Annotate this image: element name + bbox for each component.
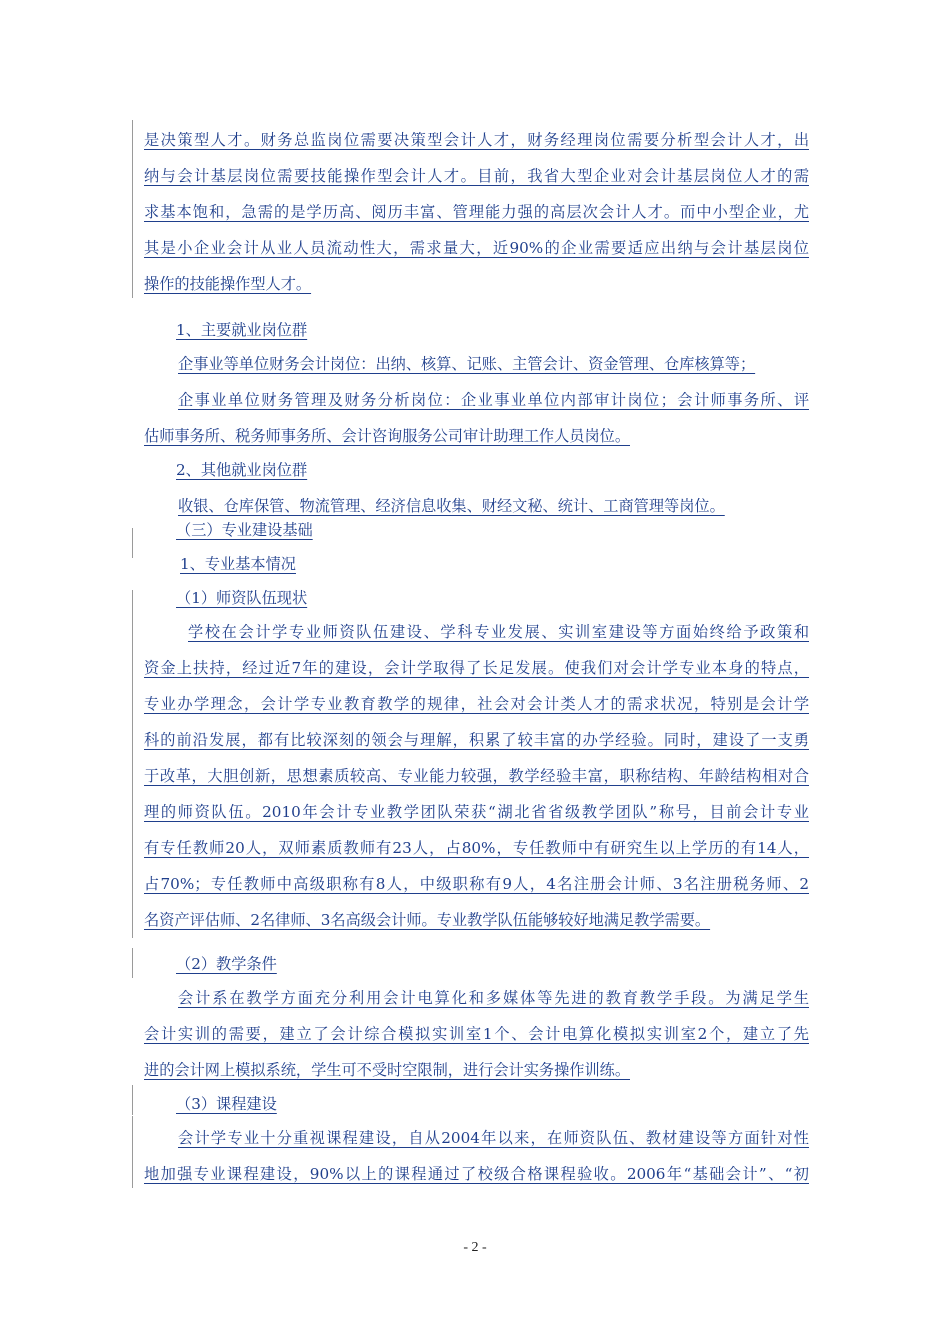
text-line: 于改革，大胆创新，思想素质较高、专业能力较强，教学经验丰富，职称结构、年龄结构相对合 bbox=[144, 767, 809, 785]
page-number: - 2 - bbox=[463, 1240, 487, 1255]
section-heading: 1、专业基本情况 bbox=[180, 555, 296, 573]
revision-bar bbox=[132, 1116, 133, 1188]
text-line: 理的师资队伍。2010年会计专业教学团队荣获“湖北省省级教学团队”称号，目前会计专业 bbox=[144, 803, 809, 821]
revision-bar bbox=[132, 1085, 133, 1115]
text-line: 企事业等单位财务会计岗位：出纳、核算、记账、主管会计、资金管理、仓库核算等； bbox=[178, 355, 756, 373]
section-heading: 1、主要就业岗位群 bbox=[176, 321, 308, 339]
text-line: 会计学专业十分重视课程建设，自从2004年以来，在师资队伍、教材建设等方面针对性 bbox=[178, 1129, 809, 1147]
revision-bar bbox=[132, 620, 133, 938]
section-heading: （3）课程建设 bbox=[176, 1095, 277, 1113]
text-line: 纳与会计基层岗位需要技能操作型会计人才。目前，我省大型企业对会计基层岗位人才的需 bbox=[144, 167, 809, 185]
revision-bar bbox=[132, 948, 133, 978]
text-line: 学校在会计学专业师资队伍建设、学科专业发展、实训室建设等方面始终给予政策和 bbox=[188, 623, 809, 641]
text-line: 名资产评估师、2名律师、3名高级会计师。专业教学队伍能够较好地满足教学需要。 bbox=[144, 911, 711, 929]
text-line: 收银、仓库保管、物流管理、经济信息收集、财经文秘、统计、工商管理等岗位。 bbox=[178, 497, 725, 515]
text-line: 进的会计网上模拟系统，学生可不受时空限制，进行会计实务操作训练。 bbox=[144, 1061, 630, 1079]
section-heading: 2、其他就业岗位群 bbox=[176, 461, 308, 479]
text-line: 有专任教师20人，双师素质教师有23人，占80%，专任教师中有研究生以上学历的有14人， bbox=[144, 839, 809, 857]
section-heading: （三）专业建设基础 bbox=[176, 521, 313, 539]
text-line: 占70%；专任教师中高级职称有8人，中级职称有9人，4名注册会计师、3名注册税务师、2 bbox=[144, 875, 809, 893]
text-line: 操作的技能操作型人才。 bbox=[144, 275, 312, 293]
text-line: 企事业单位财务管理及财务分析岗位：企业事业单位内部审计岗位；会计师事务所、评 bbox=[178, 391, 809, 409]
section-heading: （2）教学条件 bbox=[176, 955, 277, 973]
text-line: 科的前沿发展，都有比较深刻的领会与理解，积累了较丰富的办学经验。同时，建设了一支勇 bbox=[144, 731, 809, 749]
text-line: 资金上扶持，经过近7年的建设，会计学取得了长足发展。使我们对会计学专业本身的特点， bbox=[144, 659, 809, 677]
text-line: 地加强专业课程建设，90%以上的课程通过了校级合格课程验收。2006年“基础会计”、“初 bbox=[144, 1165, 809, 1183]
text-line: 其是小企业会计从业人员流动性大，需求量大，近90%的企业需要适应出纳与会计基层岗位 bbox=[144, 239, 809, 257]
revision-bar bbox=[132, 590, 133, 620]
text-line: 会计系在教学方面充分利用会计电算化和多媒体等先进的教育教学手段。为满足学生 bbox=[178, 989, 809, 1007]
revision-bar bbox=[132, 528, 133, 558]
section-heading: （1）师资队伍现状 bbox=[176, 589, 308, 607]
text-line: 会计实训的需要，建立了会计综合模拟实训室1个、会计电算化模拟实训室2个，建立了先 bbox=[144, 1025, 809, 1043]
text-line: 专业办学理念，会计学专业教育教学的规律，社会对会计类人才的需求状况，特别是会计学 bbox=[144, 695, 809, 713]
text-line: 是决策型人才。财务总监岗位需要决策型会计人才，财务经理岗位需要分析型会计人才，出 bbox=[144, 131, 809, 149]
text-line: 求基本饱和，急需的是学历高、阅历丰富、管理能力强的高层次会计人才。而中小型企业，尤 bbox=[144, 203, 809, 221]
revision-bar bbox=[132, 120, 133, 298]
text-line: 估师事务所、税务师事务所、会计咨询服务公司审计助理工作人员岗位。 bbox=[144, 427, 630, 445]
